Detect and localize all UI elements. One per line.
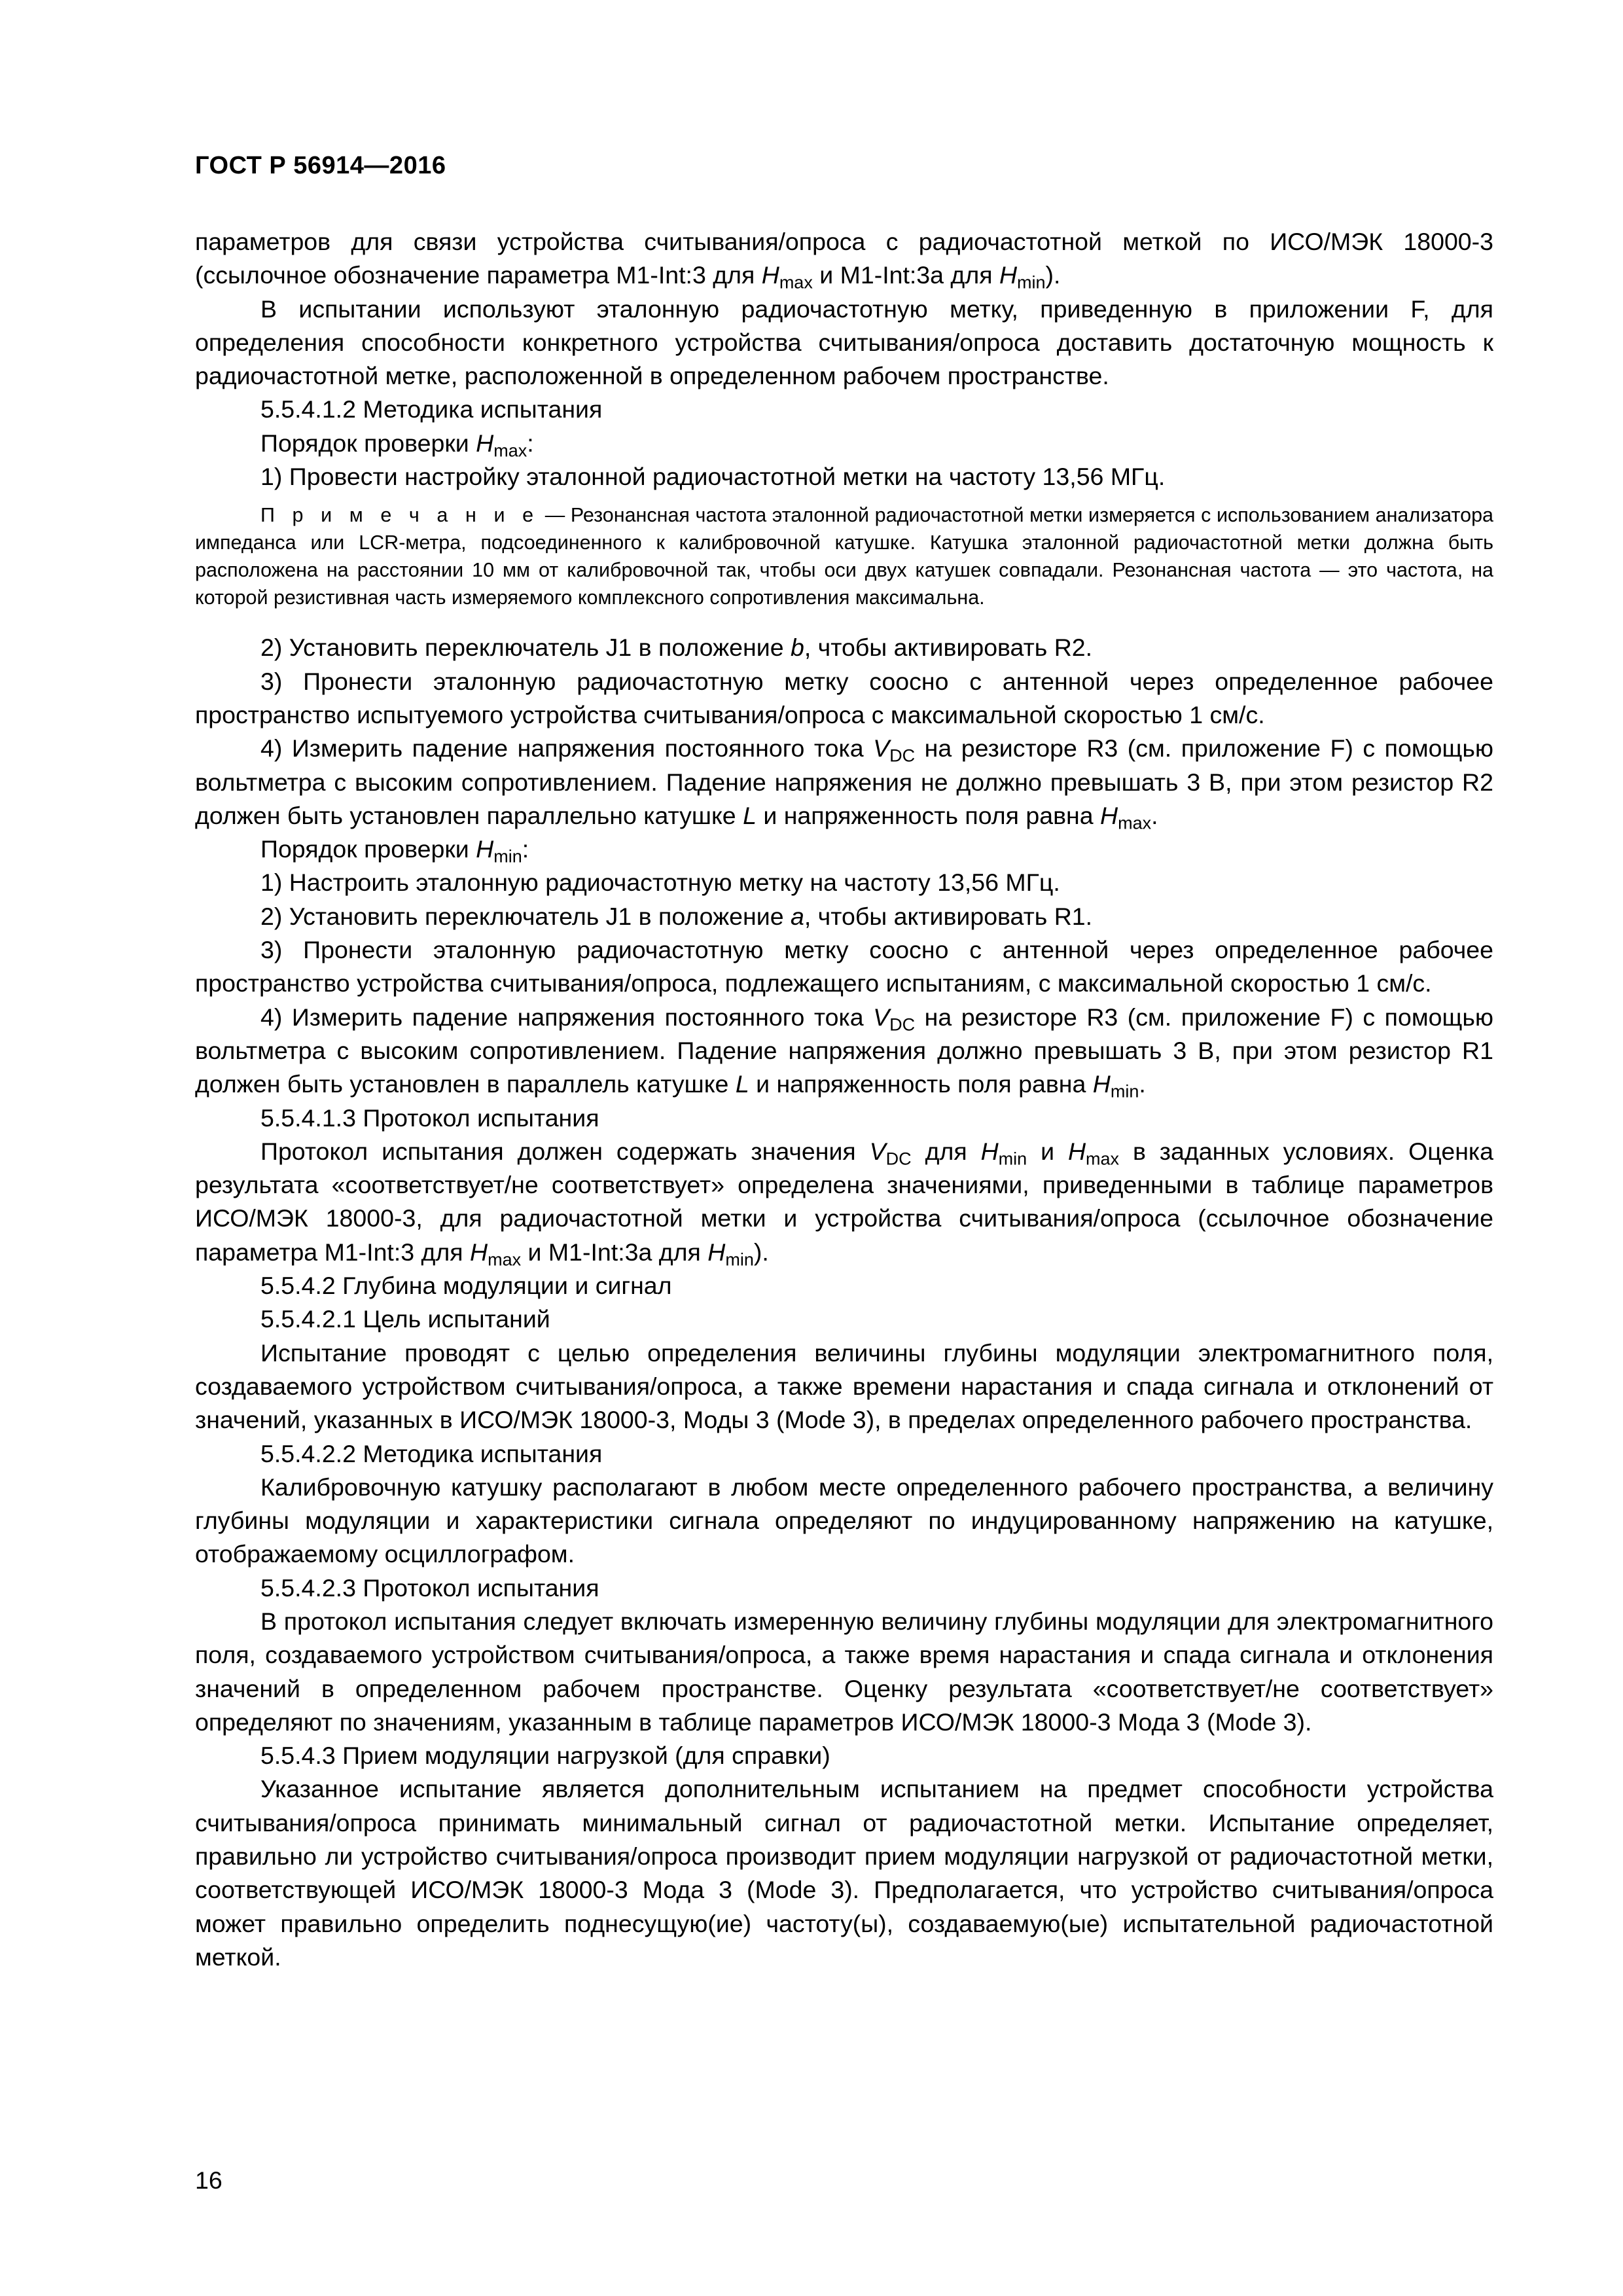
paragraph: Порядок проверки $H_{max}$: (260, 429, 534, 461)
section-heading: 5.5.4.2 Глубина модуляции и сигнал (260, 1272, 672, 1300)
paragraph: В испытании используют эталонную радиочастотную метку, приведенную в приложении F, для определения способности конкретного устройства считывания/опроса доставить достаточную мощность к радиочастотной метке, расположенной в определенном рабочем пространстве. (195, 295, 1493, 390)
note-label: П р и м е ч а н и е (260, 504, 540, 527)
section-heading: 5.5.4.1.2 Методика испытания (260, 395, 603, 423)
paragraph: Испытание проводят с целью определения величины глубины модуляции электромагнитного поля, создаваемого устройством считывания/опроса, а также времени нарастания и спада сигнала и отклонений от значений, указанных в ИСО/МЭК 18000-3, Моды 3 (Mode 3), в пределах определенного рабочего пространства. (195, 1338, 1493, 1434)
note (195, 501, 1493, 611)
list-item: 1) Настроить эталонную радиочастотную метку на частоту 13,56 МГц. (260, 869, 1060, 897)
section-heading: 5.5.4.2.3 Протокол испытания (260, 1573, 599, 1602)
document-body (195, 225, 1493, 1974)
list-item: 3) Пронести эталонную радиочастотную метку соосно с антенной через определенное рабочее пространство испытуемого устройства считывания/опроса с максимальной скоростью 1 см/с. (195, 667, 1493, 728)
section-heading: 5.5.4.1.3 Протокол испытания (260, 1103, 599, 1132)
paragraph: Калибровочную катушку располагают в любом месте определенного рабочего пространства, а величину глубины модуляции и характеристики сигнала определяют по индуцированному напряжению на катушке, отображаемому осциллографом. (195, 1473, 1493, 1568)
paragraph: Порядок проверки $H_{min}$: (260, 835, 529, 867)
document-header: ГОСТ Р 56914—2016 (195, 152, 446, 179)
paragraph: В протокол испытания следует включать измеренную величину глубины модуляции для электромагнитного поля, создаваемого устройством считывания/опроса, а также время нарастания и спада сигнала и отклонения значений в определенном рабочем пространстве. Оценку результата «соответствует/не соответствует» определяют по значениям, указанным в таблице параметров ИСО/МЭК 18000-3 Мода 3 (Mode 3). (195, 1607, 1493, 1736)
list-item: 4) Измерить падение напряжения постоянного тока $V_{DC}$ на резисторе R3 (см. приложение F) с помощью вольтметра с высоким сопротивлением. Падение напряжения должно превышать 3 В, при этом резистор R1 должен быть установлен в параллель катушке L и напряженность поля равна $H_{min}$. (195, 1003, 1493, 1102)
page-number: 16 (195, 2166, 223, 2194)
paragraph: параметров для связи устройства считывания/опроса с радиочастотной меткой по ИСО/МЭК 18000-3 (ссылочное обозначение параметра M1-Int:3 для $H_{max}$ и M1-Int:3a для $H_{min}$). (195, 228, 1493, 293)
list-item: 1) Провести настройку эталонной радиочастотной метки на частоту 13,56 МГц. (260, 463, 1166, 491)
list-item: 2) Установить переключатель J1 в положение b, чтобы активировать R2. (260, 634, 1093, 662)
section-heading: 5.5.4.2.1 Цель испытаний (260, 1305, 550, 1333)
paragraph: Указанное испытание является дополнительным испытанием на предмет способности устройства считывания/опроса принимать минимальный сигнал от радиочастотной метки. Испытание определяет, правильно ли устройство считывания/опроса производит прием модуляции нагрузкой от радиочастотной метки, соответствующей ИСО/МЭК 18000-3 Мода 3 (Mode 3). Предполагается, что устройство считывания/опроса может правильно определить поднесущую(ие) частоту(ы), создаваемую(ые) испытательной радиочастотной меткой. (195, 1775, 1493, 1971)
paragraph: Протокол испытания должен содержать значения $V_{DC}$ для $H_{min}$ и $H_{max}$ в заданных условиях. Оценка результата «соответствует/не соответствует» определена значениями, приведенными в таблице параметров ИСО/МЭК 18000-3, для радиочастотной метки и устройства считывания/опроса (ссылочное обозначение параметра M1-Int:3 для $H_{max}$ и M1-Int:3a для $H_{min}$). (195, 1137, 1493, 1270)
list-item: 4) Измерить падение напряжения постоянного тока $V_{DC}$ на резисторе R3 (см. приложение F) с помощью вольтметра с высоким сопротивлением. Падение напряжения не должно превышать 3 В, при этом резистор R2 должен быть установлен параллельно катушке L и напряженность поля равна $H_{max}$. (195, 734, 1493, 833)
list-item: 2) Установить переключатель J1 в положение a, чтобы активировать R1. (260, 902, 1093, 930)
note-text: — Резонансная частота эталонной радиочастотной метки измеряется с использованием анализатора импеданса или LCR-метра, подсоединенного к калибровочной катушке. Катушка эталонной радиочастотной метки должна быть расположена на расстоянии 10 мм от калибровочной так, чтобы оси двух катушек совпадали. Резонансная частота — это частота, на которой резистивная часть измеряемого комплексного сопротивления максимальна. (195, 504, 1493, 609)
section-heading: 5.5.4.2.2 Методика испытания (260, 1439, 603, 1467)
list-item: 3) Пронести эталонную радиочастотную метку соосно с антенной через определенное рабочее пространство устройства считывания/опроса, подлежащего испытаниям, с максимальной скоростью 1 см/с. (195, 936, 1493, 997)
section-heading: 5.5.4.3 Прием модуляции нагрузкой (для справки) (260, 1742, 830, 1770)
